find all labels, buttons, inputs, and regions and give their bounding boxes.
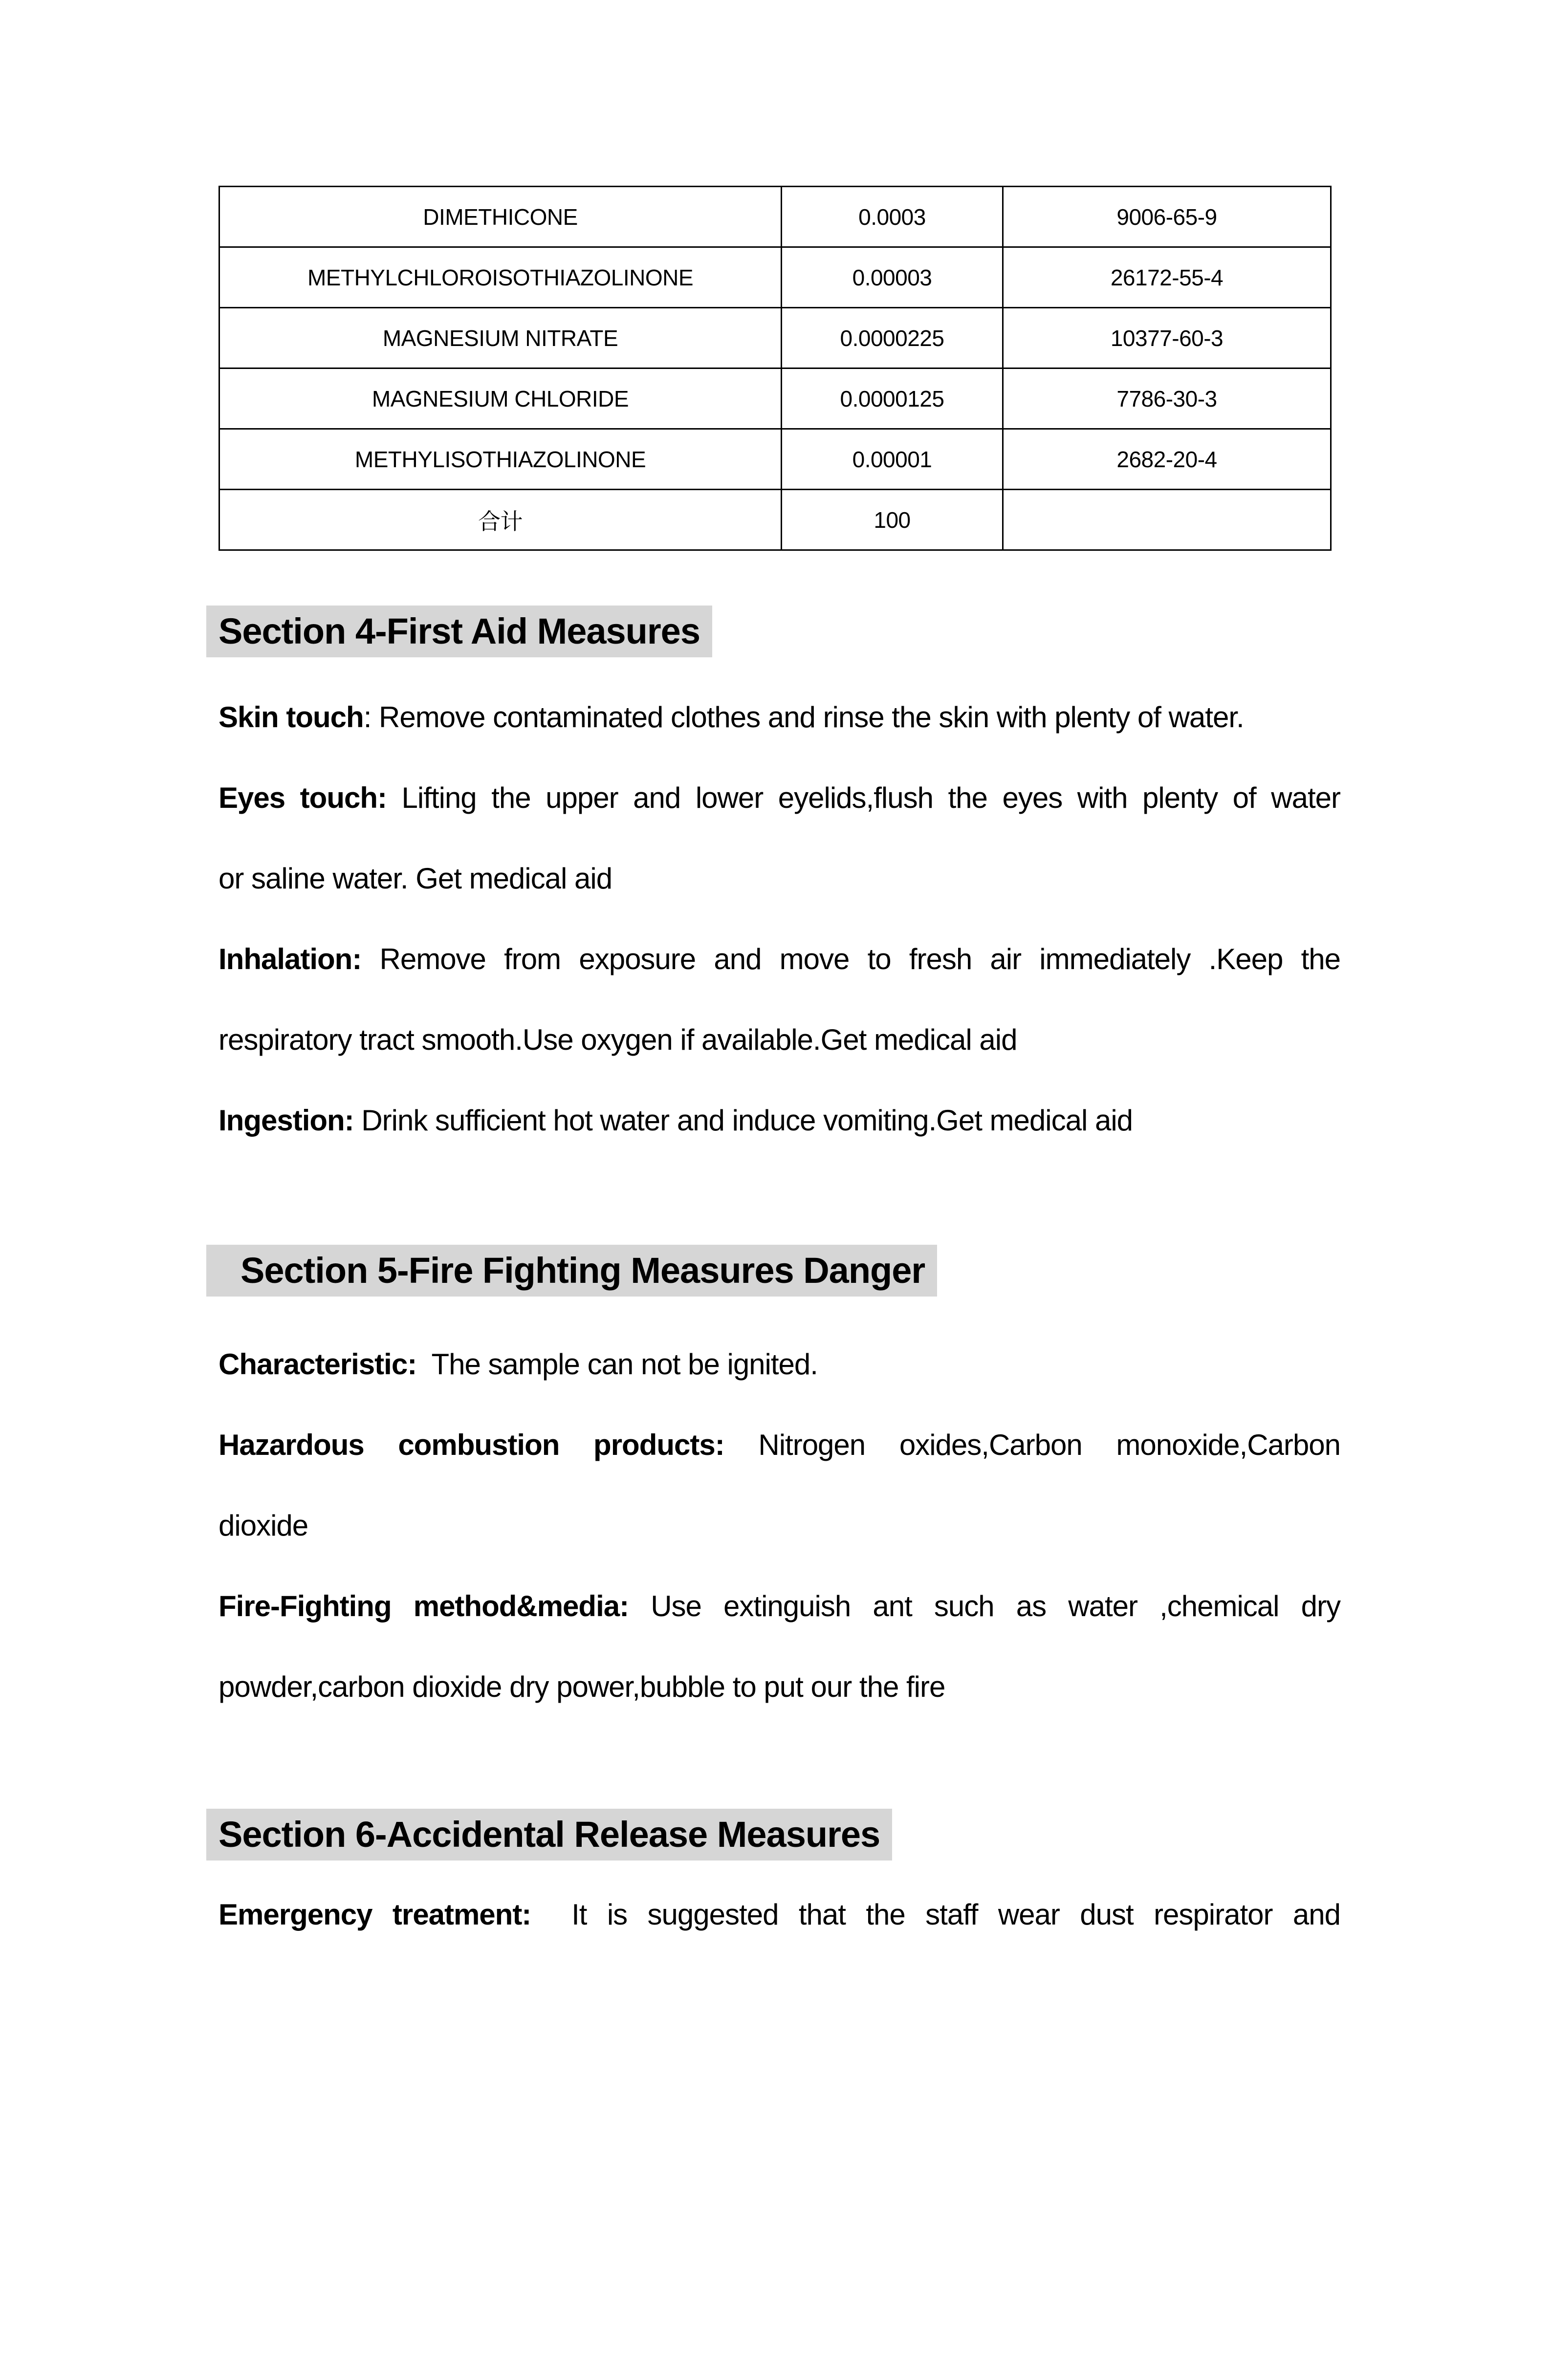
ingredient-cell: MAGNESIUM CHLORIDE bbox=[219, 368, 782, 429]
cas-number-cell bbox=[1003, 490, 1331, 550]
text-line bbox=[219, 677, 1340, 757]
percentage-cell: 0.0000125 bbox=[782, 368, 1003, 429]
line-text: Nitrogen oxides,Carbon monoxide,Carbon bbox=[724, 1428, 1341, 1461]
line-text: respiratory tract smooth.Use oxygen if available.Get medical aid bbox=[219, 1023, 1017, 1056]
ingredient-cell: METHYLCHLOROISOTHIAZOLINONE bbox=[219, 247, 782, 308]
percentage-cell: 0.00001 bbox=[782, 429, 1003, 490]
table-row bbox=[219, 187, 1331, 247]
table-row bbox=[219, 368, 1331, 429]
section bbox=[219, 1727, 1340, 1955]
line-label: Inhalation: bbox=[219, 943, 362, 975]
percentage-cell: 100 bbox=[782, 490, 1003, 550]
text-line bbox=[219, 1405, 1340, 1485]
line-label: Emergency treatment: bbox=[219, 1898, 531, 1931]
text-line bbox=[219, 999, 1340, 1080]
document-page bbox=[0, 186, 1552, 2380]
line-label: Fire-Fighting method&media: bbox=[219, 1590, 629, 1623]
text-line bbox=[219, 1874, 1340, 1955]
line-text: Remove from exposure and move to fresh air immediately .Keep the bbox=[361, 943, 1340, 975]
text-line bbox=[219, 1566, 1340, 1646]
line-text: dioxide bbox=[219, 1509, 308, 1542]
ingredient-cell: DIMETHICONE bbox=[219, 187, 782, 247]
percentage-cell: 0.0000225 bbox=[782, 308, 1003, 368]
line-label: Eyes touch: bbox=[219, 781, 387, 814]
percentage-cell: 0.00003 bbox=[782, 247, 1003, 308]
line-label: Characteristic: bbox=[219, 1348, 417, 1381]
line-text: The sample can not be ignited. bbox=[416, 1348, 818, 1381]
text-line bbox=[219, 757, 1340, 838]
line-label: Skin touch bbox=[219, 701, 364, 734]
composition-table-body bbox=[219, 187, 1331, 550]
cas-number-cell: 2682-20-4 bbox=[1003, 429, 1331, 490]
percentage-cell: 0.0003 bbox=[782, 187, 1003, 247]
table-row bbox=[219, 490, 1331, 550]
text-line bbox=[219, 919, 1340, 999]
text-line bbox=[219, 1485, 1340, 1566]
section-heading: Section 5-Fire Fighting Measures Danger bbox=[206, 1245, 937, 1297]
section-heading: Section 6-Accidental Release Measures bbox=[206, 1809, 892, 1861]
composition-table bbox=[219, 186, 1332, 551]
section-body bbox=[219, 677, 1340, 1161]
line-text: powder,carbon dioxide dry power,bubble to put our the fire bbox=[219, 1670, 945, 1703]
table-row bbox=[219, 247, 1331, 308]
section bbox=[219, 551, 1340, 1161]
cas-number-cell: 9006-65-9 bbox=[1003, 187, 1331, 247]
line-text: Drink sufficient hot water and induce vomiting.Get medical aid bbox=[353, 1104, 1133, 1137]
cas-number-cell: 26172-55-4 bbox=[1003, 247, 1331, 308]
text-line bbox=[219, 838, 1340, 919]
text-line bbox=[219, 1646, 1340, 1727]
cas-number-cell: 10377-60-3 bbox=[1003, 308, 1331, 368]
ingredient-cell: MAGNESIUM NITRATE bbox=[219, 308, 782, 368]
line-text: It is suggested that the staff wear dust respirator and bbox=[531, 1898, 1341, 1931]
ingredient-cell: 合计 bbox=[219, 490, 782, 550]
ingredient-cell: METHYLISOTHIAZOLINONE bbox=[219, 429, 782, 490]
line-text: : Remove contaminated clothes and rinse the skin with plenty of water. bbox=[363, 701, 1244, 734]
section-body bbox=[219, 1324, 1340, 1727]
section-body bbox=[219, 1874, 1340, 1955]
table-row bbox=[219, 308, 1331, 368]
line-label: Hazardous combustion products: bbox=[219, 1428, 724, 1461]
text-line bbox=[219, 1080, 1340, 1161]
sections-container bbox=[0, 551, 1552, 1955]
section bbox=[219, 1161, 1340, 1727]
line-text: Lifting the upper and lower eyelids,flush the eyes with plenty of water bbox=[386, 781, 1340, 814]
cas-number-cell: 7786-30-3 bbox=[1003, 368, 1331, 429]
line-text: Use extinguish ant such as water ,chemical dry bbox=[629, 1590, 1340, 1623]
text-line bbox=[219, 1324, 1340, 1405]
line-text: or saline water. Get medical aid bbox=[219, 862, 612, 895]
line-label: Ingestion: bbox=[219, 1104, 354, 1137]
section-heading: Section 4-First Aid Measures bbox=[206, 606, 712, 657]
table-row bbox=[219, 429, 1331, 490]
